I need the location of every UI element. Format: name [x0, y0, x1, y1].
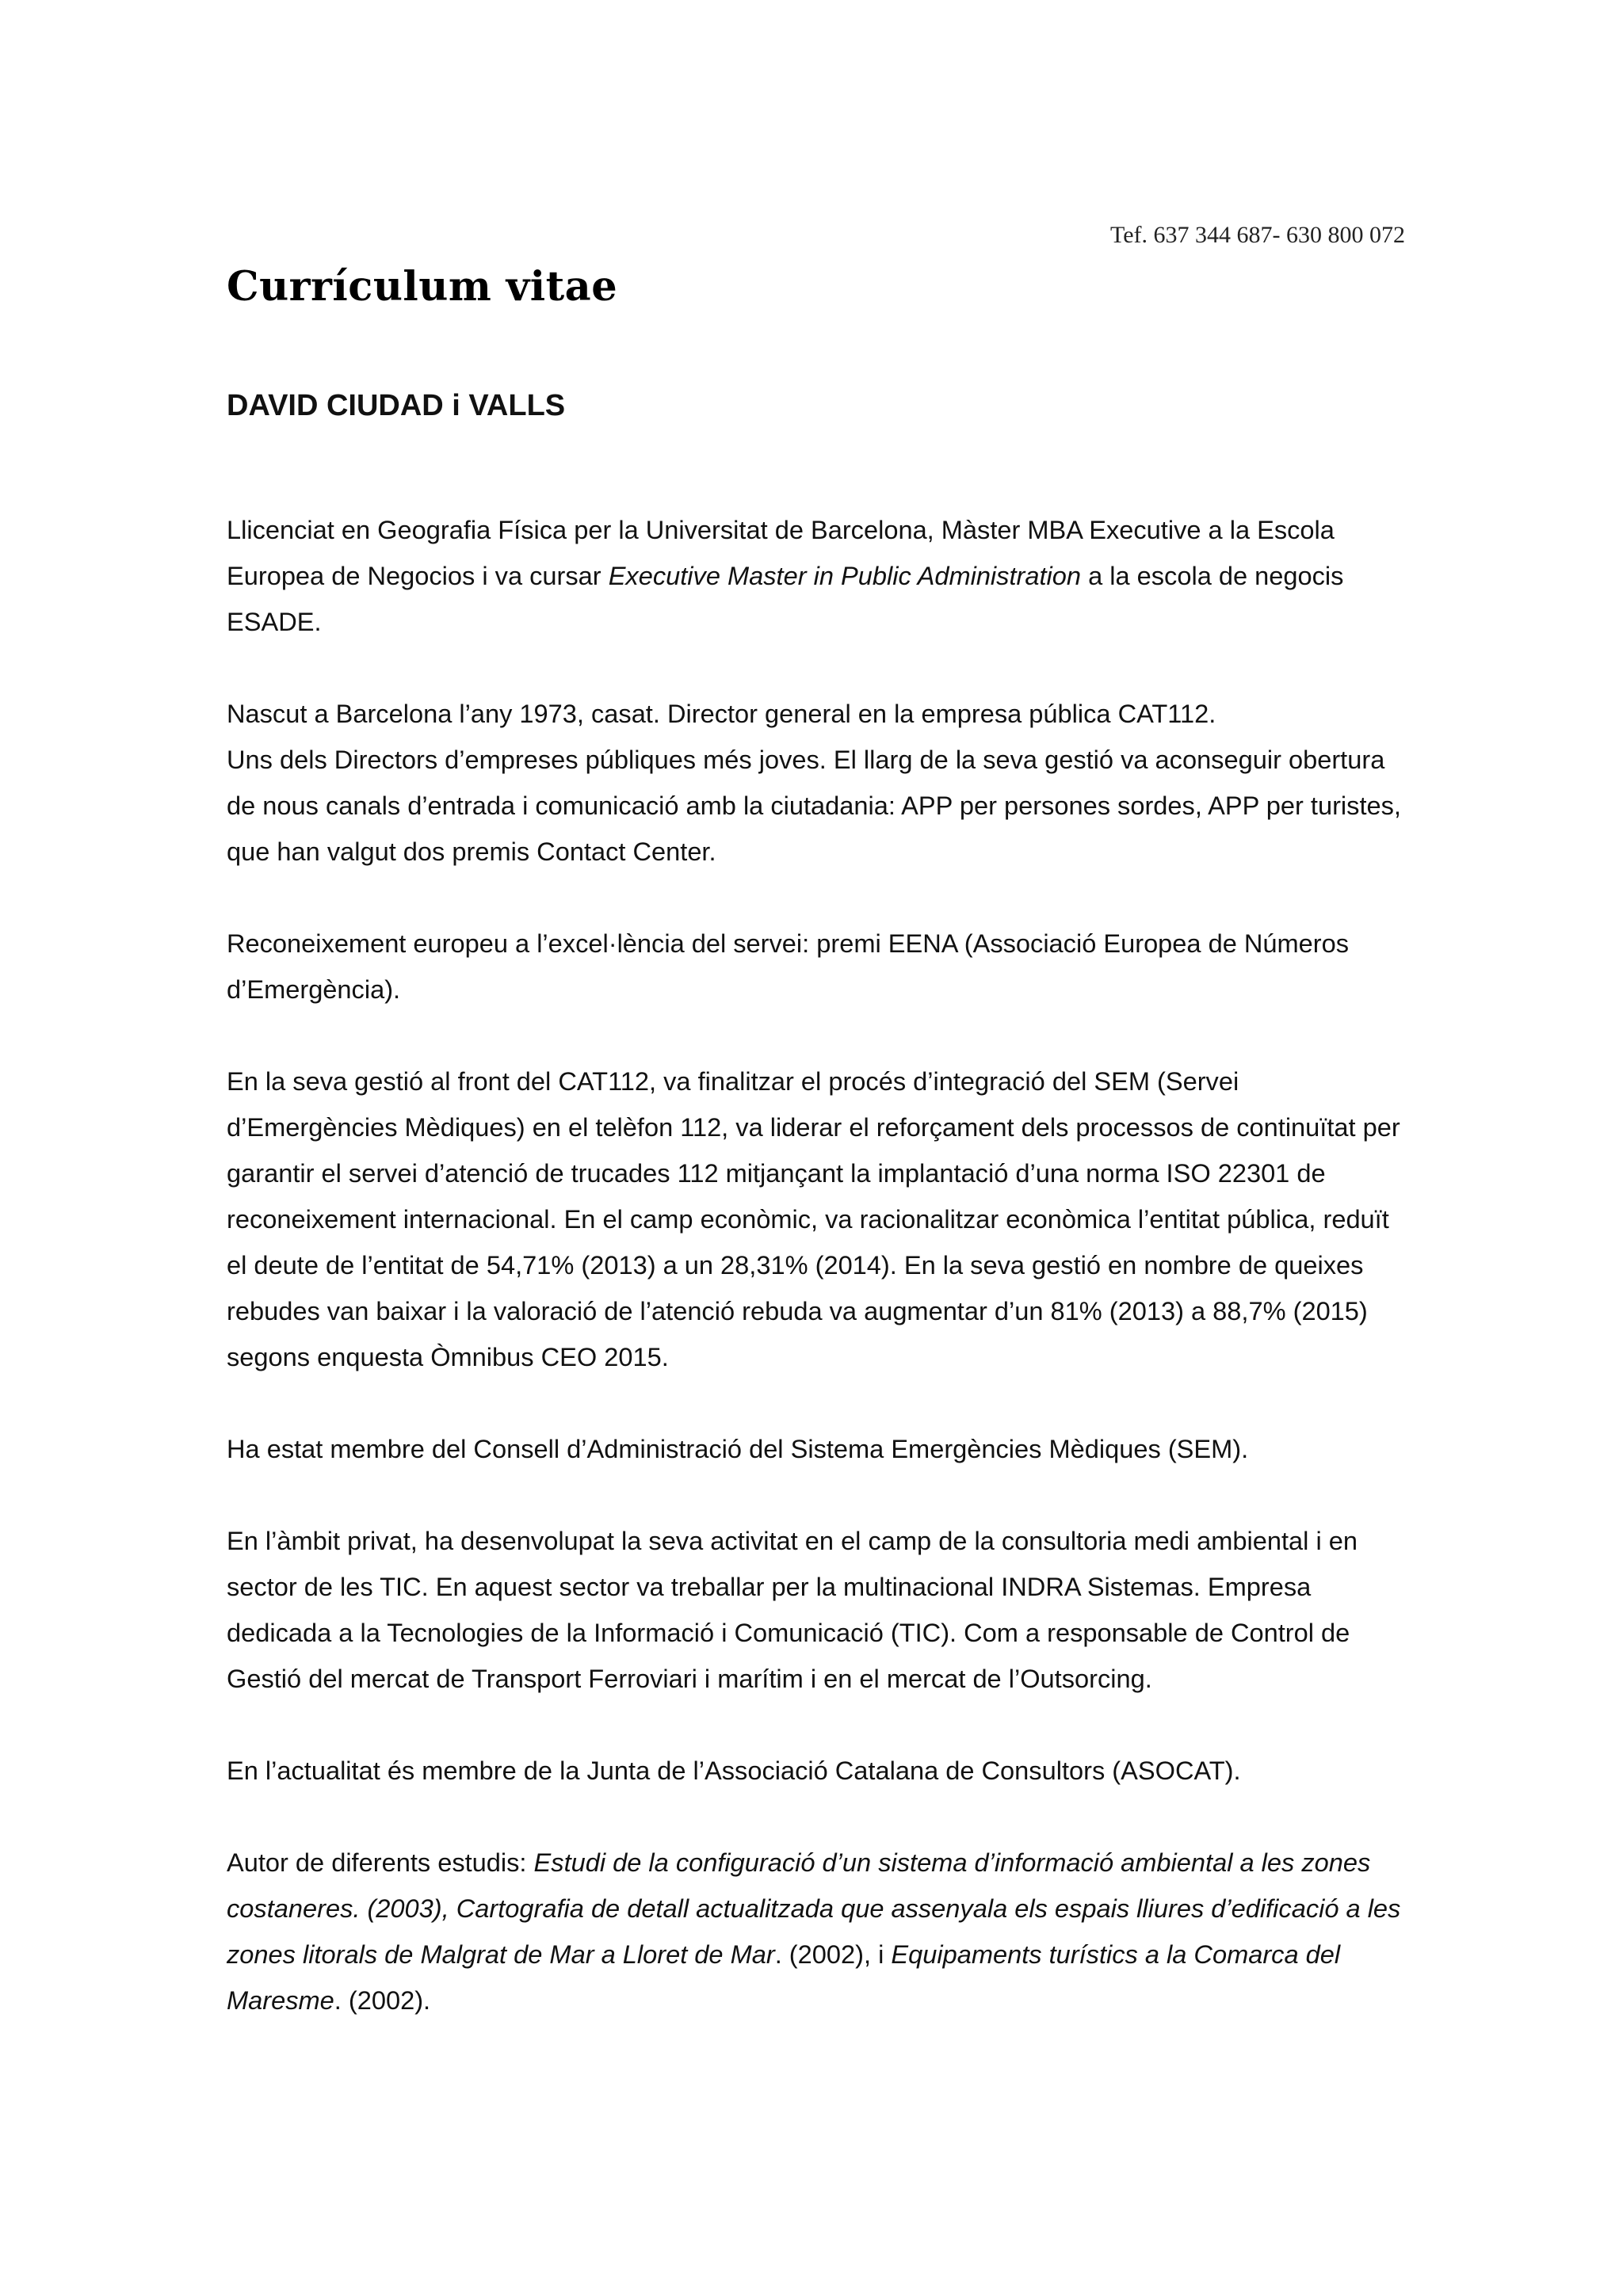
studies-italic-1: Estudi de la configuració d’un sistema d’informació ambiental a les zones costaneres. (2003), Cartografia de detall actualitzada que assenyala els espais lliures d’edificació a les zones litorals de Malgrat de Mar a Lloret de Mar: [227, 1848, 1401, 1969]
studies-text-1: Autor de diferents estudis:: [227, 1848, 534, 1877]
private-sector-paragraph: En l’àmbit privat, ha desenvolupat la seva activitat en el camp de la consultoria medi ambiental i en sector de les TIC. En aquest sector va treballar per la multinacional INDRA Sistemas. Empresa dedicada a la Tecnologies de la Informació i Comunicació (TIC). Com a responsable de Control de Gestió del mercat de Transport Ferroviari i marítim i en el mercat de l’Outsorcing.: [227, 1526, 1358, 1693]
recognition-paragraph: Reconeixement europeu a l’excel·lència del servei: premi EENA (Associació Europea de Números d’Emergència).: [227, 929, 1350, 1004]
management-paragraph: En la seva gestió al front del CAT112, va finalitzar el procés d’integració del SEM (Servei d’Emergències Mèdiques) en el telèfon 112, va liderar el reforçament dels processos de continuïtat per garantir el servei d’atenció de trucades 112 mitjançant la implantació d’una norma ISO 22301 de reconeixement internacional. En el camp econòmic, va racionalitzar econòmica l’entitat pública, reduït el deute de l’entitat de 54,71% (2013) a un 28,31% (2014). En la seva gestió en nombre de queixes rebudes van baixar i la valoració de l’atenció rebuda va augmentar d’un 81% (2013) a 88,7% (2015) segons enquesta Òmnibus CEO 2015.: [227, 1066, 1400, 1371]
birth-paragraph: Nascut a Barcelona l’any 1973, casat. Director general en la empresa pública CAT112.: [227, 699, 1216, 728]
education-paragraph: [227, 507, 1404, 645]
studies-text-3: . (2002).: [334, 1985, 431, 2015]
education-italic-program: Executive Master in Public Administration: [608, 561, 1082, 590]
person-name: DAVID CIUDAD i VALLS: [227, 389, 566, 422]
board-paragraph: Ha estat membre del Consell d’Administració del Sistema Emergències Mèdiques (SEM).: [227, 1434, 1249, 1463]
studies-text-2: . (2002), i: [774, 1939, 892, 1969]
education-text-2: a la escola de negocis ESADE.: [227, 561, 1344, 636]
education-text-1: Llicenciat en Geografia Física per la Universitat de Barcelona, Màster MBA Executive a la Escola Europea de Negocios i va cursar: [227, 515, 1335, 590]
directors-paragraph: Uns dels Directors d’empreses públiques més joves. El llarg de la seva gestió va aconseguir obertura de nous canals d’entrada i comunicació amb la ciutadania: APP per persones sordes, APP per turistes, que han valgut dos premis Contact Center.: [227, 745, 1401, 866]
document-title: Currículum vitae: [227, 263, 618, 311]
studies-paragraph: [227, 1840, 1404, 2023]
current-role-paragraph: En l’actualitat és membre de la Junta de l’Associació Catalana de Consultors (ASOCAT).: [227, 1756, 1241, 1785]
phone-numbers: Tef. 637 344 687- 630 800 072: [1109, 222, 1405, 248]
cv-body: [227, 507, 1404, 2069]
studies-italic-2: Equipaments turístics a la Comarca del Maresme: [227, 1939, 1341, 2015]
